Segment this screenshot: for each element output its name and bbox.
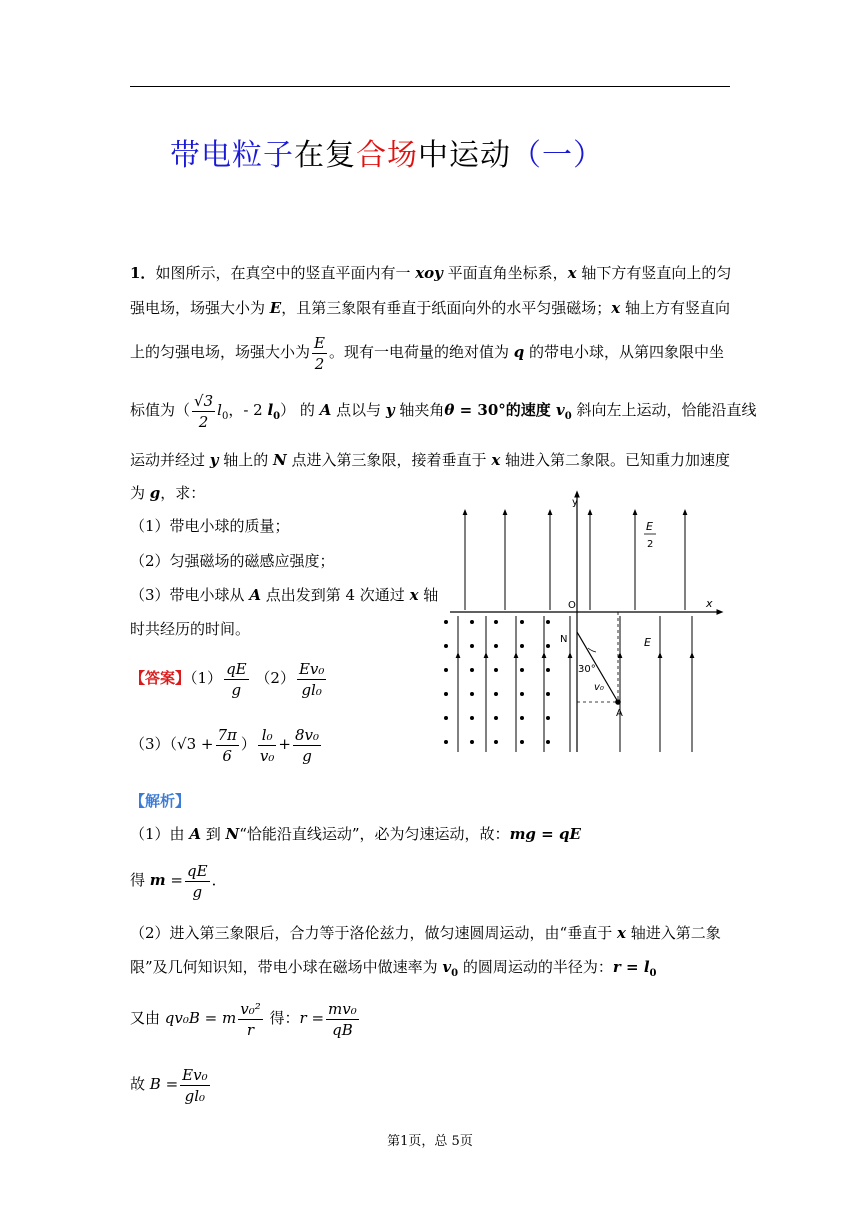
magnetic-field-dot	[520, 644, 524, 648]
magnetic-field-dot	[444, 692, 448, 696]
sub-question-2: （2）匀强磁场的磁感应强度；	[130, 552, 335, 570]
magnetic-field-dot	[520, 668, 524, 672]
sub-question-1: （1）带电小球的质量；	[130, 517, 290, 535]
analysis-line-5: 又由 qv₀B = m $\frac{\text{v₀²}}{r}$ 得：r = $\frac{\text{mv₀}}{qB}$	[130, 999, 357, 1039]
magnetic-field-dot	[444, 716, 448, 720]
question-line-1: 1．如图所示，在真空中的竖直平面内有一 xoy 平面直角坐标系，x 轴下方有竖直向上的匀	[130, 264, 732, 282]
magnetic-field-dot	[470, 740, 474, 744]
magnetic-field-dot	[444, 668, 448, 672]
magnetic-field-dot	[470, 716, 474, 720]
magnetic-field-dot	[494, 668, 498, 672]
analysis-line-4: 限”及几何知识知，带电小球在磁场中做速率为 $v_0$ 的圆周运动的半径为：$r = l_0$	[130, 958, 657, 979]
label-o: O	[568, 600, 576, 611]
magnetic-field-dot	[444, 620, 448, 624]
label-n: N	[560, 634, 568, 645]
magnetic-field-dot	[520, 692, 524, 696]
magnetic-field-dot	[546, 668, 550, 672]
magnetic-field-dot	[546, 716, 550, 720]
point-a	[615, 699, 621, 705]
label-y: y	[572, 497, 578, 508]
page-title: 带电粒子在复合场中运动（一）	[170, 138, 604, 173]
sub-question-3-cont: 时共经历的时间。	[130, 620, 251, 638]
label-v0: v₀	[594, 682, 604, 693]
sub-question-3: （3）带电小球从 A 点出发到第 4 次通过 x 轴	[130, 586, 439, 604]
answer-line-2: （3）（√3 + $\frac{7\pi}{6}$ ） $\frac{\text{l₀}}{\text{v₀}}$ + $\frac{\text{8v₀}}{g}$	[130, 725, 320, 765]
page-footer: 第1页，总 5页	[387, 1134, 473, 1149]
question-line-6: 为 g，求：	[130, 484, 206, 502]
magnetic-field-dot	[494, 740, 498, 744]
magnetic-field-dot	[470, 620, 474, 624]
magnetic-field-dot	[494, 692, 498, 696]
magnetic-field-dot	[444, 644, 448, 648]
label-e-bottom: E	[644, 636, 651, 649]
magnetic-field-dot	[520, 620, 524, 624]
magnetic-field-dot	[470, 692, 474, 696]
magnetic-field-dot	[520, 740, 524, 744]
analysis-line-1: （1）由 A 到 N“恰能沿直线运动”，必为匀速运动，故：mg = qE	[130, 825, 581, 843]
magnetic-field-dot	[546, 644, 550, 648]
analysis-line-3: （2）进入第三象限后，合力等于洛伦兹力，做匀速圆周运动，由“垂直于 x 轴进入第二象	[130, 924, 721, 942]
label-a: A	[616, 708, 623, 719]
analysis-line-6: 故 B = $\frac{\text{Ev₀}}{\text{gl₀}}$	[130, 1065, 208, 1105]
header-rule	[130, 86, 730, 87]
label-e-top: E	[646, 520, 653, 533]
magnetic-field-dot	[470, 644, 474, 648]
answer-line-1: 【答案】（1） $\frac{qE}{g}$ （2） $\frac{\text{Ev₀}}{\text{gl₀}}$	[130, 659, 325, 699]
magnetic-field-dot	[546, 620, 550, 624]
magnetic-field-dot	[520, 716, 524, 720]
question-line-2: 强电场，场强大小为 E，且第三象限有垂直于纸面向外的水平匀强磁场；x 轴上方有竖直向	[130, 299, 730, 317]
question-line-4: 标值为（ $\frac{√3}{2}$ $l_0$，- 2 $l_0$） 的 A 点以与 y 轴夹角θ = 30°的速度 $v_0$ 斜向左上运动，恰能沿直线	[130, 391, 757, 431]
question-line-3: 上的匀强电场，场强大小为 $\frac{E}{2}$ 。现有一电荷量的绝对值为 q 的带电小球，从第四象限中坐	[130, 333, 725, 373]
label-e-top-den: 2	[647, 539, 654, 550]
analysis-line-2: 得 m = $\frac{qE}{g}$ ．	[130, 861, 227, 901]
analysis-label: 【解析】	[130, 792, 191, 810]
magnetic-field-dot	[546, 692, 550, 696]
magnetic-field-dot	[494, 644, 498, 648]
magnetic-field-dot	[470, 668, 474, 672]
magnetic-field-dot	[444, 740, 448, 744]
fraction-sqrt3-over-2: $\frac{√3}{2}$	[194, 391, 214, 431]
fraction-e-over-2: $\frac{E}{2}$	[314, 333, 325, 373]
field-diagram	[430, 490, 730, 770]
magnetic-field-dot	[546, 740, 550, 744]
question-line-5: 运动并经过 y 轴上的 N 点进入第三象限，接着垂直于 x 轴进入第二象限。已知重力加速度	[130, 451, 731, 469]
magnetic-field-dot	[494, 716, 498, 720]
label-angle: 30°	[578, 664, 596, 675]
magnetic-field-dot	[494, 620, 498, 624]
label-x: x	[706, 597, 713, 610]
